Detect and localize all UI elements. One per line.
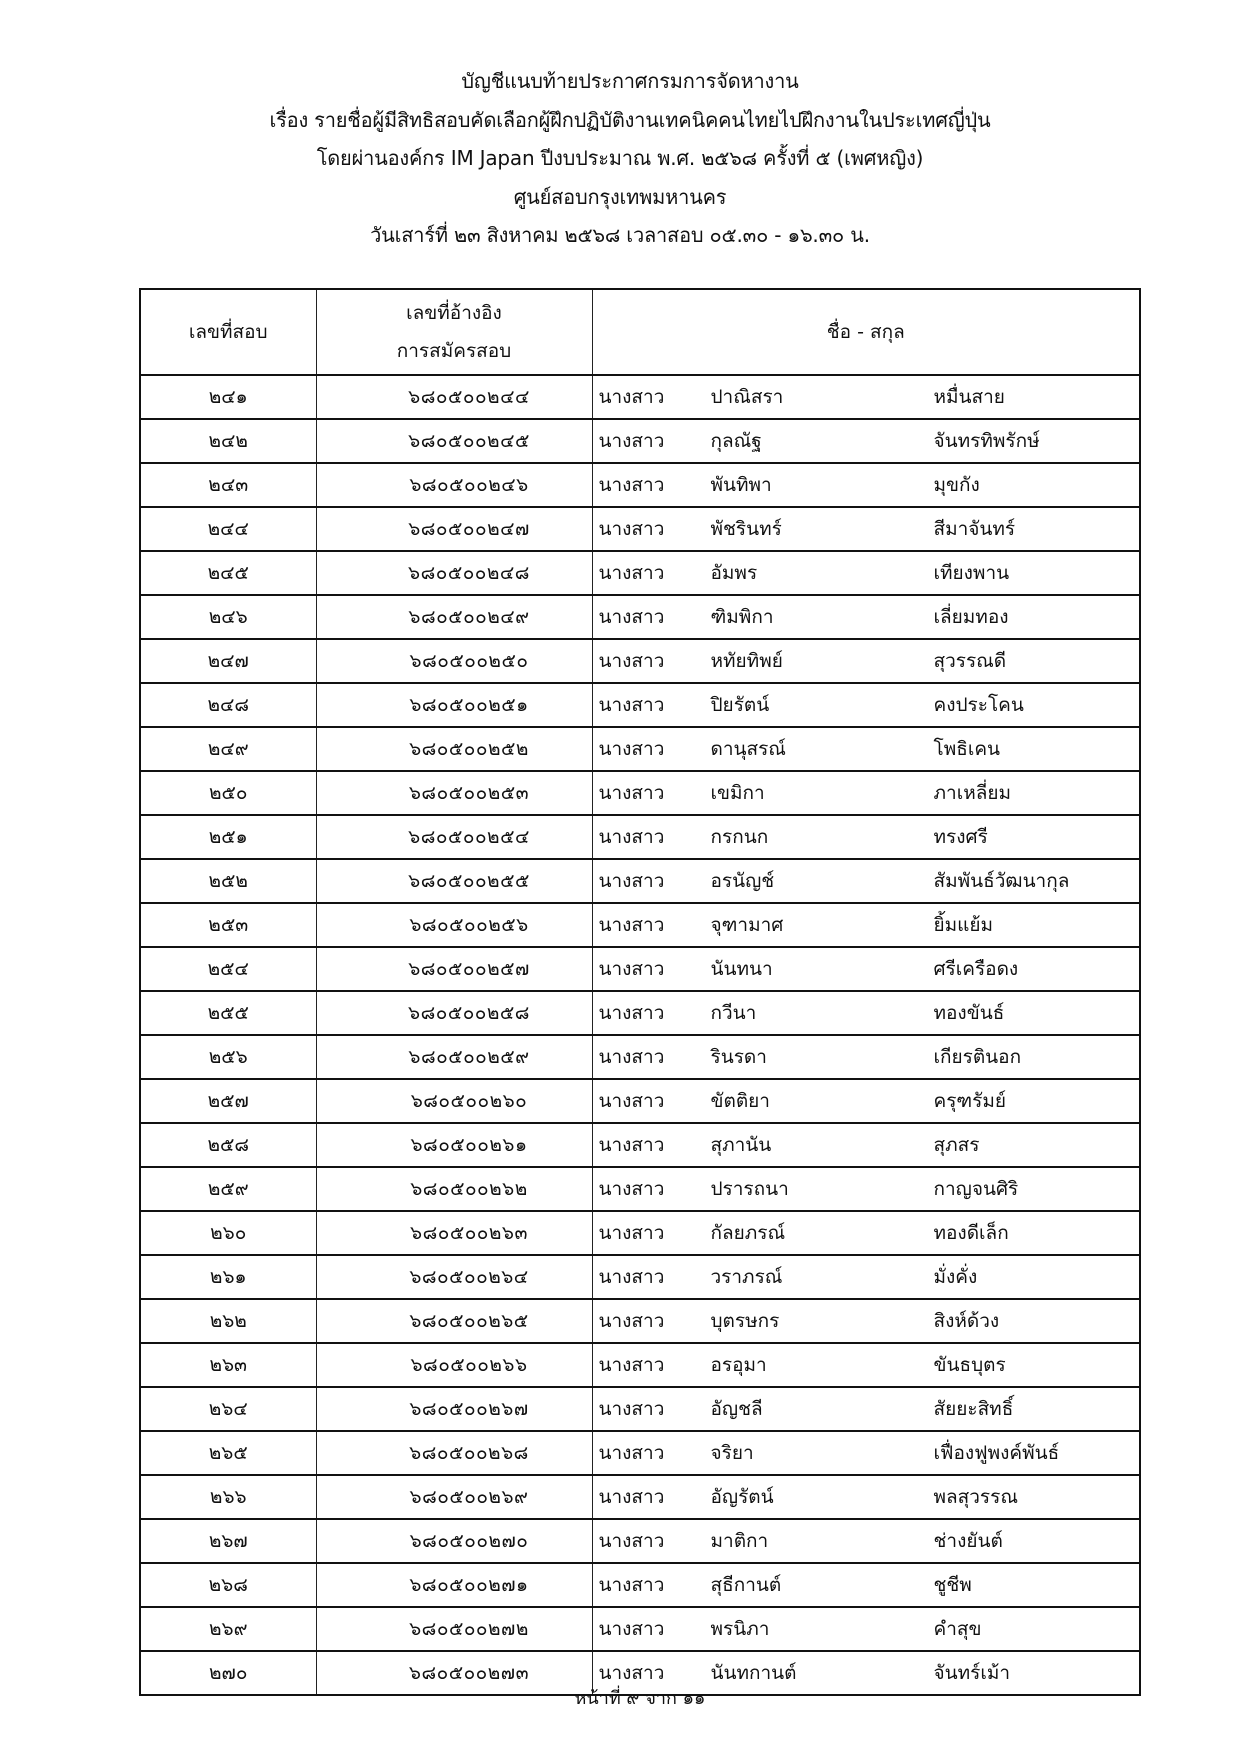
table-row	[140, 1035, 1140, 1079]
first-name: ฑิมพิกา	[710, 606, 774, 628]
name-title: นางสาว	[598, 1662, 665, 1684]
ref-no-cell: ๖๘๐๕๐๐๒๗๓	[316, 1651, 592, 1695]
first-name: อรนัญช์	[710, 870, 775, 892]
first-name: ปรารถนา	[710, 1178, 789, 1200]
name-cell	[592, 1475, 1140, 1519]
name-title: นางสาว	[598, 1222, 665, 1244]
first-name: ขัตติยา	[710, 1090, 770, 1112]
name-cell	[592, 1123, 1140, 1167]
last-name: มุขกัง	[933, 474, 980, 496]
first-name: ปิยรัตน์	[710, 694, 770, 716]
first-name: ดานุสรณ์	[710, 738, 786, 760]
exam-no-cell: ๒๕๒	[140, 859, 316, 903]
ref-no-cell: ๖๘๐๕๐๐๒๕๙	[316, 1035, 592, 1079]
name-cell	[592, 1079, 1140, 1123]
name-title: นางสาว	[598, 1266, 665, 1288]
first-name: พรนิภา	[710, 1618, 770, 1640]
table-row	[140, 771, 1140, 815]
name-cell	[592, 1167, 1140, 1211]
exam-no-cell: ๒๖๗	[140, 1519, 316, 1563]
last-name: ศรีเครือดง	[933, 958, 1019, 980]
table-row	[140, 991, 1140, 1035]
ref-no-cell: ๖๘๐๕๐๐๒๕๓	[316, 771, 592, 815]
exam-no-cell: ๒๕๑	[140, 815, 316, 859]
ref-no-cell: ๖๘๐๕๐๐๒๕๑	[316, 683, 592, 727]
name-title: นางสาว	[598, 1134, 665, 1156]
name-cell	[592, 1563, 1140, 1607]
last-name: ทรงศรี	[933, 826, 988, 848]
last-name: จันทร์เม้า	[933, 1662, 1011, 1684]
name-title: นางสาว	[598, 1354, 665, 1376]
table-row	[140, 595, 1140, 639]
name-cell	[592, 375, 1140, 419]
first-name: อัมพร	[710, 562, 758, 584]
exam-no-cell: ๒๖๑	[140, 1255, 316, 1299]
name-title: นางสาว	[598, 430, 665, 452]
table-row	[140, 463, 1140, 507]
ref-no-cell: ๖๘๐๕๐๐๒๔๘	[316, 551, 592, 595]
first-name: จุฑามาศ	[710, 914, 784, 936]
ref-no-cell: ๖๘๐๕๐๐๒๕๘	[316, 991, 592, 1035]
table-row	[140, 683, 1140, 727]
name-title: นางสาว	[598, 1002, 665, 1024]
table-row	[140, 1607, 1140, 1651]
name-title: นางสาว	[598, 958, 665, 980]
name-cell	[592, 1299, 1140, 1343]
ref-no-cell: ๖๘๐๕๐๐๒๖๐	[316, 1079, 592, 1123]
ref-no-cell: ๖๘๐๕๐๐๒๔๕	[316, 419, 592, 463]
ref-no-cell: ๖๘๐๕๐๐๒๖๙	[316, 1475, 592, 1519]
name-cell	[592, 815, 1140, 859]
ref-no-cell: ๖๘๐๕๐๐๒๖๖	[316, 1343, 592, 1387]
name-title: นางสาว	[598, 474, 665, 496]
name-cell	[592, 463, 1140, 507]
table-row	[140, 1211, 1140, 1255]
last-name: เกียรตินอก	[933, 1046, 1022, 1068]
table-row	[140, 1123, 1140, 1167]
exam-no-cell: ๒๔๕	[140, 551, 316, 595]
first-name: สุภานัน	[710, 1134, 772, 1156]
ref-no-cell: ๖๘๐๕๐๐๒๔๗	[316, 507, 592, 551]
first-name: วราภรณ์	[710, 1266, 783, 1288]
name-cell	[592, 1035, 1140, 1079]
document-subject: เรื่อง รายชื่อผู้มีสิทธิสอบคัดเลือกผู้ฝึกปฏิบัติงานเทคนิคคนไทยไปฝึกงานในประเทศญี่ปุ่น	[269, 107, 991, 132]
ref-no-cell: ๖๘๐๕๐๐๒๔๙	[316, 595, 592, 639]
table-row	[140, 1475, 1140, 1519]
exam-no-cell: ๒๕๐	[140, 771, 316, 815]
name-cell	[592, 1431, 1140, 1475]
name-cell	[592, 1607, 1140, 1651]
exam-no-cell: ๒๔๑	[140, 375, 316, 419]
first-name: กุลณัฐ	[710, 430, 762, 452]
name-title: นางสาว	[598, 1090, 665, 1112]
name-cell	[592, 1519, 1140, 1563]
ref-no-cell: ๖๘๐๕๐๐๒๖๔	[316, 1255, 592, 1299]
name-title: นางสาว	[598, 1046, 665, 1068]
first-name: รินรดา	[710, 1046, 767, 1068]
name-cell	[592, 859, 1140, 903]
exam-no-cell: ๒๔๓	[140, 463, 316, 507]
name-title: นางสาว	[598, 738, 665, 760]
last-name: ภาเหลี่ยม	[933, 782, 1012, 804]
name-title: นางสาว	[598, 562, 665, 584]
name-cell	[592, 1255, 1140, 1299]
ref-no-cell: ๖๘๐๕๐๐๒๕๐	[316, 639, 592, 683]
table-row	[140, 815, 1140, 859]
table-row	[140, 1519, 1140, 1563]
ref-no-cell: ๖๘๐๕๐๐๒๗๑	[316, 1563, 592, 1607]
column-header-ref-no	[316, 289, 592, 375]
name-cell	[592, 639, 1140, 683]
table-row	[140, 1299, 1140, 1343]
last-name: ครุฑรัมย์	[933, 1090, 1007, 1112]
first-name: อัญรัตน์	[710, 1486, 774, 1508]
last-name: เทียงพาน	[933, 562, 1010, 584]
first-name: พันทิพา	[710, 474, 772, 496]
ref-no-cell: ๖๘๐๕๐๐๒๔๖	[316, 463, 592, 507]
name-title: นางสาว	[598, 870, 665, 892]
exam-no-cell: ๒๕๖	[140, 1035, 316, 1079]
last-name: ทองขันธ์	[933, 1002, 1005, 1024]
name-cell	[592, 683, 1140, 727]
column-header-ref-no-line1: เลขที่อ้างอิง	[406, 302, 502, 324]
first-name: เขมิกา	[710, 782, 765, 804]
name-cell	[592, 419, 1140, 463]
last-name: เฟื่องฟูพงค์พันธ์	[933, 1442, 1060, 1464]
name-cell	[592, 771, 1140, 815]
name-title: นางสาว	[598, 1310, 665, 1332]
name-cell	[592, 1343, 1140, 1387]
exam-no-cell: ๒๔๔	[140, 507, 316, 551]
name-title: นางสาว	[598, 1574, 665, 1596]
last-name: จันทรทิพรักษ์	[933, 430, 1040, 452]
name-title: นางสาว	[598, 518, 665, 540]
last-name: เลี่ยมทอง	[933, 606, 1009, 628]
exam-no-cell: ๒๕๗	[140, 1079, 316, 1123]
last-name: มั่งคั่ง	[933, 1266, 978, 1288]
name-cell	[592, 947, 1140, 991]
ref-no-cell: ๖๘๐๕๐๐๒๖๑	[316, 1123, 592, 1167]
exam-center: ศูนย์สอบกรุงเทพมหานคร	[513, 184, 727, 209]
first-name: อัญชลี	[710, 1398, 763, 1420]
table-row	[140, 1563, 1140, 1607]
name-cell	[592, 551, 1140, 595]
last-name: ยิ้มแย้ม	[933, 914, 994, 936]
first-name: นันทกานต์	[710, 1662, 797, 1684]
exam-no-cell: ๒๖๖	[140, 1475, 316, 1519]
name-title: นางสาว	[598, 782, 665, 804]
table-header-row	[140, 289, 1140, 375]
ref-no-cell: ๖๘๐๕๐๐๒๕๗	[316, 947, 592, 991]
first-name: สุธีกานต์	[710, 1574, 782, 1596]
ref-no-cell: ๖๘๐๕๐๐๒๕๖	[316, 903, 592, 947]
last-name: สุวรรณดี	[933, 650, 1007, 672]
name-title: นางสาว	[598, 1618, 665, 1640]
ref-no-cell: ๖๘๐๕๐๐๒๖๒	[316, 1167, 592, 1211]
ref-no-cell: ๖๘๐๕๐๐๒๔๔	[316, 375, 592, 419]
ref-no-cell: ๖๘๐๕๐๐๒๖๕	[316, 1299, 592, 1343]
document-organization: โดยผ่านองค์กร IM Japan ปีงบประมาณ พ.ศ. ๒๕๖๘ ครั้งที่ ๕ (เพศหญิง)	[316, 146, 924, 170]
name-cell	[592, 1211, 1140, 1255]
table-row	[140, 419, 1140, 463]
table-row	[140, 1431, 1140, 1475]
column-header-name: ชื่อ - สกุล	[592, 289, 1140, 375]
name-title: นางสาว	[598, 1398, 665, 1420]
ref-no-cell: ๖๘๐๕๐๐๒๗๐	[316, 1519, 592, 1563]
name-title: นางสาว	[598, 1442, 665, 1464]
exam-no-cell: ๒๖๘	[140, 1563, 316, 1607]
name-title: นางสาว	[598, 1178, 665, 1200]
name-title: นางสาว	[598, 386, 665, 408]
table-row	[140, 947, 1140, 991]
exam-no-cell: ๒๔๗	[140, 639, 316, 683]
table-row	[140, 859, 1140, 903]
last-name: สีมาจันทร์	[933, 518, 1016, 540]
table-row	[140, 1167, 1140, 1211]
table-row	[140, 903, 1140, 947]
last-name: คำสุข	[933, 1618, 982, 1640]
name-cell	[592, 507, 1140, 551]
last-name: สิงห์ด้วง	[933, 1310, 1000, 1332]
first-name: กรกนก	[710, 826, 769, 848]
ref-no-cell: ๖๘๐๕๐๐๒๕๔	[316, 815, 592, 859]
exam-no-cell: ๒๗๐	[140, 1651, 316, 1695]
ref-no-cell: ๖๘๐๕๐๐๒๕๒	[316, 727, 592, 771]
table-row	[140, 507, 1140, 551]
first-name: อรอุมา	[710, 1354, 767, 1376]
name-title: นางสาว	[598, 606, 665, 628]
document-title: บัญชีแนบท้ายประกาศกรมการจัดหางาน	[461, 69, 799, 93]
name-cell	[592, 991, 1140, 1035]
name-title: นางสาว	[598, 826, 665, 848]
exam-no-cell: ๒๖๓	[140, 1343, 316, 1387]
last-name: หมื่นสาย	[933, 386, 1005, 408]
column-header-exam-no: เลขที่สอบ	[140, 289, 316, 375]
last-name: ขันธบุตร	[933, 1354, 1006, 1376]
name-title: นางสาว	[598, 914, 665, 936]
exam-no-cell: ๒๕๓	[140, 903, 316, 947]
exam-datetime: วันเสาร์ที่ ๒๓ สิงหาคม ๒๕๖๘ เวลาสอบ ๐๕.๓๐ - ๑๖.๓๐ น.	[370, 223, 870, 247]
ref-no-cell: ๖๘๐๕๐๐๒๕๕	[316, 859, 592, 903]
last-name: สัยยะสิทธิ์	[933, 1398, 1014, 1420]
exam-no-cell: ๒๖๕	[140, 1431, 316, 1475]
first-name: ปาณิสรา	[710, 386, 784, 408]
page-number: หน้าที่ ๙ จาก ๑๑	[574, 1688, 706, 1709]
column-header-ref-no-line2: การสมัครสอบ	[396, 340, 512, 362]
exam-no-cell: ๒๖๔	[140, 1387, 316, 1431]
table-row	[140, 1387, 1140, 1431]
exam-no-cell: ๒๖๒	[140, 1299, 316, 1343]
document-header	[0, 62, 1240, 255]
name-title: นางสาว	[598, 1486, 665, 1508]
exam-no-cell: ๒๔๖	[140, 595, 316, 639]
first-name: พัชรินทร์	[710, 518, 782, 540]
table-row	[140, 639, 1140, 683]
exam-no-cell: ๒๔๒	[140, 419, 316, 463]
last-name: กาญจนศิริ	[933, 1178, 1019, 1200]
table-row	[140, 375, 1140, 419]
table-row	[140, 727, 1140, 771]
last-name: ช่างยันต์	[933, 1530, 1003, 1552]
last-name: สุภสร	[933, 1134, 980, 1156]
name-cell	[592, 1387, 1140, 1431]
name-title: นางสาว	[598, 650, 665, 672]
name-title: นางสาว	[598, 1530, 665, 1552]
name-cell	[592, 903, 1140, 947]
exam-no-cell: ๒๕๔	[140, 947, 316, 991]
first-name: กวีนา	[710, 1002, 757, 1024]
exam-no-cell: ๒๕๙	[140, 1167, 316, 1211]
first-name: นันทนา	[710, 958, 773, 980]
table-row	[140, 1343, 1140, 1387]
first-name: กัลยภรณ์	[710, 1222, 786, 1244]
exam-no-cell: ๒๕๕	[140, 991, 316, 1035]
first-name: บุตรษกร	[710, 1310, 780, 1332]
name-cell	[592, 595, 1140, 639]
table-row	[140, 1079, 1140, 1123]
exam-no-cell: ๒๖๙	[140, 1607, 316, 1651]
ref-no-cell: ๖๘๐๕๐๐๒๗๒	[316, 1607, 592, 1651]
last-name: สัมพันธ์วัฒนากุล	[933, 870, 1070, 892]
name-cell	[592, 727, 1140, 771]
name-title: นางสาว	[598, 694, 665, 716]
first-name: จริยา	[710, 1442, 754, 1464]
last-name: คงประโคน	[933, 694, 1024, 716]
exam-no-cell: ๒๔๘	[140, 683, 316, 727]
ref-no-cell: ๖๘๐๕๐๐๒๖๓	[316, 1211, 592, 1255]
table-row	[140, 1255, 1140, 1299]
first-name: หทัยทิพย์	[710, 650, 783, 672]
last-name: พลสุวรรณ	[933, 1486, 1018, 1508]
first-name: มาติกา	[710, 1530, 769, 1552]
exam-no-cell: ๒๕๘	[140, 1123, 316, 1167]
ref-no-cell: ๖๘๐๕๐๐๒๖๗	[316, 1387, 592, 1431]
exam-no-cell: ๒๖๐	[140, 1211, 316, 1255]
last-name: ทองดีเล็ก	[933, 1222, 1009, 1244]
last-name: โพธิเคน	[933, 738, 1001, 760]
table-body	[140, 375, 1140, 1695]
last-name: ชูชีพ	[933, 1574, 972, 1596]
table-row	[140, 551, 1140, 595]
ref-no-cell: ๖๘๐๕๐๐๒๖๘	[316, 1431, 592, 1475]
exam-no-cell: ๒๔๙	[140, 727, 316, 771]
candidate-table	[139, 288, 1141, 1696]
